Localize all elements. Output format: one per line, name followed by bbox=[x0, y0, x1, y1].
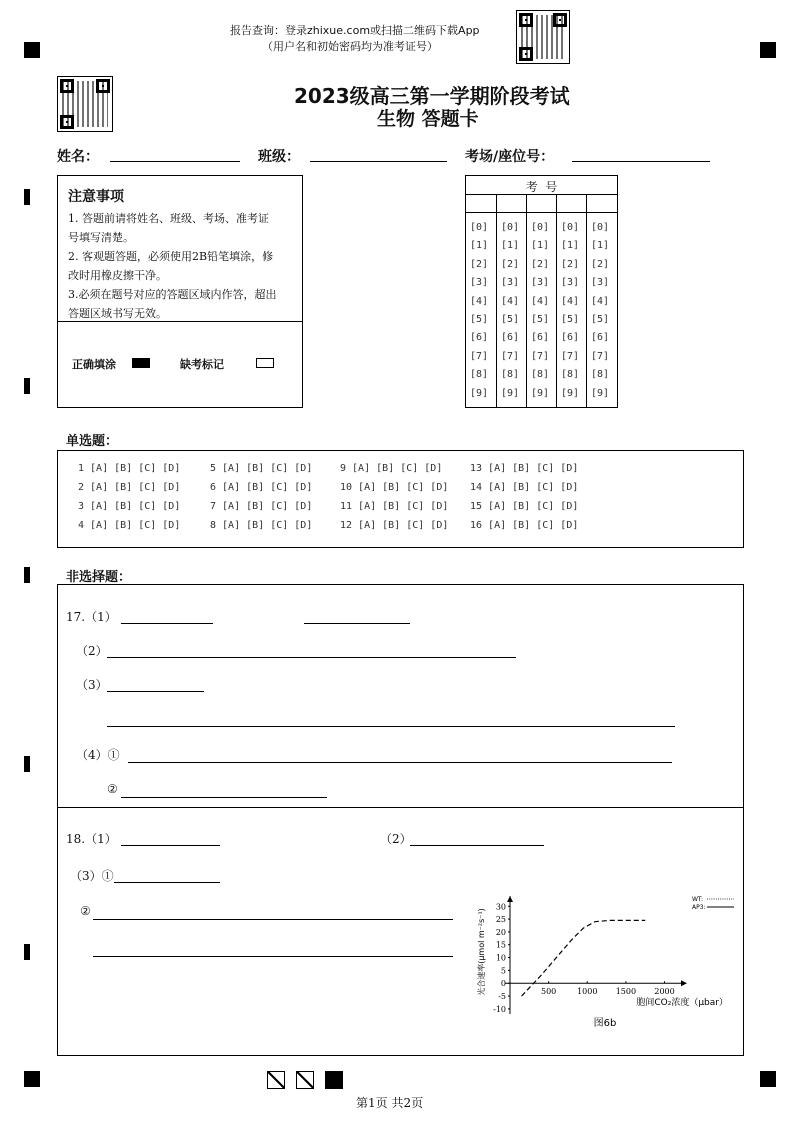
exam-digit-bubble[interactable]: [8] bbox=[591, 369, 610, 381]
report-query-note: （用户名和初始密码均为准考证号） bbox=[262, 40, 438, 53]
side-mark bbox=[24, 944, 30, 960]
class-label: 班级： bbox=[258, 149, 300, 165]
exam-digit-bubble[interactable]: [1] bbox=[501, 240, 520, 252]
exam-digit-bubble[interactable]: [0] bbox=[470, 222, 489, 233]
y-tick-label: 30 bbox=[495, 902, 506, 912]
choice-question-row[interactable]: 6 [A] [B] [C] [D] bbox=[210, 482, 313, 493]
choice-question-row[interactable]: 5 [A] [B] [C] [D] bbox=[210, 463, 313, 474]
x-axis-label: 胞间CO₂浓度（μbar） bbox=[636, 998, 728, 1009]
side-mark bbox=[24, 378, 30, 394]
q17-part1-label: 17.（1） bbox=[66, 610, 117, 624]
exam-digit-bubble[interactable]: [4] bbox=[470, 295, 489, 307]
q17-2-answer[interactable] bbox=[107, 657, 516, 658]
exam-digit-bubble[interactable]: [7] bbox=[561, 350, 580, 362]
exam-digit-bubble[interactable]: [2] bbox=[501, 258, 520, 270]
name-field[interactable] bbox=[110, 161, 240, 162]
q18-3-answer-2b[interactable] bbox=[93, 956, 453, 957]
series-line-ap3 bbox=[522, 920, 646, 996]
y-tick-label: -5 bbox=[498, 992, 506, 1002]
exam-digit-bubble[interactable]: [7] bbox=[591, 350, 610, 362]
q18-part1-label: 18.（1） bbox=[66, 832, 117, 846]
exam-digit-bubble[interactable]: [3] bbox=[591, 277, 610, 289]
page-type-mark bbox=[267, 1071, 285, 1089]
exam-digit-bubble[interactable]: [9] bbox=[561, 387, 580, 399]
exam-digit-bubble[interactable]: [2] bbox=[531, 258, 550, 270]
exam-digit-bubble[interactable]: [5] bbox=[561, 314, 580, 325]
exam-digit-bubble[interactable]: [2] bbox=[470, 258, 489, 270]
q17-3-answer-a[interactable] bbox=[107, 691, 204, 692]
exam-digit-bubble[interactable]: [4] bbox=[561, 295, 580, 307]
chart-caption: 图6b bbox=[593, 1018, 617, 1029]
notice-line: 答题区域书写无效。 bbox=[68, 307, 167, 320]
exam-digit-bubble[interactable]: [2] bbox=[591, 258, 610, 270]
exam-digit-bubble[interactable]: [9] bbox=[501, 387, 520, 399]
q18-part2-label: （2） bbox=[380, 832, 412, 846]
choice-question-row[interactable]: 11 [A] [B] [C] [D] bbox=[340, 501, 449, 512]
exam-digit-bubble[interactable]: [7] bbox=[501, 350, 520, 362]
exam-digit-bubble[interactable]: [1] bbox=[561, 240, 580, 252]
notice-line: 改时用橡皮擦干净。 bbox=[68, 269, 167, 282]
exam-digit-bubble[interactable]: [6] bbox=[591, 332, 610, 344]
exam-digit-bubble[interactable]: [1] bbox=[591, 240, 610, 252]
exam-digit-bubble[interactable]: [8] bbox=[561, 369, 580, 381]
q17-part4-label: （4）① bbox=[76, 748, 120, 762]
app-qr-code bbox=[516, 10, 570, 64]
exam-digit-bubble[interactable]: [0] bbox=[591, 222, 610, 233]
page-number: 第1页 共2页 bbox=[356, 1096, 424, 1110]
absent-mark-box[interactable] bbox=[256, 358, 274, 368]
exam-digit-bubble[interactable]: [3] bbox=[501, 277, 520, 289]
y-tick-label: 0 bbox=[500, 979, 506, 989]
room-seat-field[interactable] bbox=[572, 161, 710, 162]
q17-part2-label: （2） bbox=[76, 644, 108, 658]
side-mark bbox=[24, 567, 30, 583]
exam-digit-bubble[interactable]: [3] bbox=[561, 277, 580, 289]
exam-digit-bubble[interactable]: [5] bbox=[591, 314, 610, 325]
exam-digit-bubble[interactable]: [9] bbox=[531, 387, 550, 399]
single-choice-box bbox=[57, 450, 744, 548]
notice-line: 号填写清楚。 bbox=[68, 231, 134, 244]
choice-question-row[interactable]: 15 [A] [B] [C] [D] bbox=[470, 501, 579, 512]
choice-question-row[interactable]: 9 [A] [B] [C] [D] bbox=[340, 463, 443, 474]
notice-line: 3.必须在题号对应的答题区域内作答，超出 bbox=[68, 288, 277, 301]
class-field[interactable] bbox=[310, 161, 447, 162]
non-choice-label: 非选择题： bbox=[66, 570, 132, 585]
page-type-mark bbox=[296, 1071, 314, 1089]
legend-label-ap3: AP3: bbox=[692, 904, 706, 911]
y-tick-label: -10 bbox=[493, 1004, 506, 1014]
exam-digit-bubble[interactable]: [9] bbox=[591, 387, 610, 399]
q18-1-answer[interactable] bbox=[121, 845, 220, 846]
side-mark bbox=[24, 189, 30, 205]
exam-digit-bubble[interactable]: [4] bbox=[531, 295, 550, 307]
exam-digit-bubble[interactable]: [4] bbox=[501, 295, 520, 307]
exam-subtitle: 生物 答题卡 bbox=[377, 108, 479, 130]
side-mark bbox=[24, 756, 30, 772]
y-tick-label: 10 bbox=[495, 953, 506, 963]
y-tick-label: 15 bbox=[495, 940, 506, 950]
notice-box bbox=[57, 175, 303, 408]
exam-digit-bubble[interactable]: [7] bbox=[531, 350, 550, 362]
q18-3-answer-2a[interactable] bbox=[93, 919, 453, 920]
notice-line: 1. 答题前请将姓名、班级、考场、准考证 bbox=[68, 212, 269, 225]
choice-question-row[interactable]: 10 [A] [B] [C] [D] bbox=[340, 482, 449, 493]
exam-digit-bubble[interactable]: [7] bbox=[470, 350, 489, 362]
x-axis-arrow bbox=[681, 980, 687, 986]
corner-mark-bottom-left bbox=[24, 1071, 40, 1087]
q18-part3-label: （3）① bbox=[70, 869, 114, 883]
y-tick-label: 25 bbox=[495, 915, 506, 925]
card-qr-code bbox=[57, 76, 113, 132]
single-choice-label: 单选题： bbox=[66, 434, 119, 449]
exam-digit-bubble[interactable]: [6] bbox=[531, 332, 550, 344]
exam-number-header: 考 号 bbox=[525, 180, 558, 194]
exam-digit-bubble[interactable]: [8] bbox=[470, 369, 489, 381]
exam-digit-bubble[interactable]: [0] bbox=[531, 222, 550, 233]
exam-digit-bubble[interactable]: [6] bbox=[470, 332, 489, 344]
q17-part4-sub2-label: ② bbox=[107, 782, 118, 796]
y-axis-arrow bbox=[507, 896, 513, 902]
choice-question-row[interactable]: 8 [A] [B] [C] [D] bbox=[210, 520, 313, 531]
choice-question-row[interactable]: 16 [A] [B] [C] [D] bbox=[470, 520, 579, 531]
q17-3-answer-b[interactable] bbox=[107, 726, 675, 727]
x-tick-label: 1500 bbox=[615, 987, 637, 997]
q17-part3-label: （3） bbox=[76, 678, 108, 692]
exam-digit-bubble[interactable]: [8] bbox=[501, 369, 520, 381]
exam-digit-bubble[interactable]: [5] bbox=[531, 314, 550, 325]
choice-question-row[interactable]: 14 [A] [B] [C] [D] bbox=[470, 482, 579, 493]
exam-digit-bubble[interactable]: [3] bbox=[470, 277, 489, 289]
choice-question-row[interactable]: 2 [A] [B] [C] [D] bbox=[78, 482, 181, 493]
corner-mark-bottom-right bbox=[760, 1071, 776, 1087]
exam-digit-bubble[interactable]: [0] bbox=[561, 222, 580, 233]
x-tick-label: 2000 bbox=[654, 987, 675, 997]
page-type-mark bbox=[325, 1071, 343, 1089]
y-tick-label: 5 bbox=[500, 966, 506, 976]
corner-mark-top-right bbox=[760, 42, 776, 58]
choice-question-row[interactable]: 12 [A] [B] [C] [D] bbox=[340, 520, 449, 531]
exam-title: 2023级高三第一学期阶段考试 bbox=[294, 84, 570, 108]
q17-1-answer-a[interactable] bbox=[121, 623, 213, 624]
q17-4-answer-2[interactable] bbox=[121, 797, 327, 798]
exam-digit-bubble[interactable]: [5] bbox=[501, 314, 520, 325]
exam-digit-bubble[interactable]: [2] bbox=[561, 258, 580, 270]
exam-digit-bubble[interactable]: [6] bbox=[501, 332, 520, 344]
x-tick-label: 1000 bbox=[577, 987, 598, 997]
exam-digit-bubble[interactable]: [3] bbox=[531, 277, 550, 289]
q18-3-answer-1[interactable] bbox=[114, 882, 220, 883]
choice-question-row[interactable]: 3 [A] [B] [C] [D] bbox=[78, 501, 181, 512]
choice-question-row[interactable]: 7 [A] [B] [C] [D] bbox=[210, 501, 313, 512]
exam-digit-bubble[interactable]: [1] bbox=[531, 240, 550, 252]
notice-line: 2. 客观题答题，必须使用2B铅笔填涂，修 bbox=[68, 250, 274, 263]
absent-mark-label: 缺考标记 bbox=[180, 358, 224, 371]
corner-mark-top-left bbox=[24, 42, 40, 58]
exam-digit-bubble[interactable]: [6] bbox=[561, 332, 580, 344]
photosynthesis-chart bbox=[470, 888, 740, 1038]
choice-question-row[interactable]: 1 [A] [B] [C] [D] bbox=[78, 463, 181, 474]
q17-4-answer-1[interactable] bbox=[128, 762, 672, 763]
q17-1-answer-b[interactable] bbox=[304, 623, 410, 624]
room-seat-label: 考场/座位号： bbox=[465, 149, 555, 165]
correct-fill-sample bbox=[132, 358, 150, 368]
choice-question-row[interactable]: 13 [A] [B] [C] [D] bbox=[470, 463, 579, 474]
q18-part3-sub2-label: ② bbox=[80, 904, 91, 918]
exam-digit-bubble[interactable]: [8] bbox=[531, 369, 550, 381]
exam-digit-bubble[interactable]: [0] bbox=[501, 222, 520, 233]
legend-label-wt: WT: bbox=[692, 896, 703, 903]
choice-question-row[interactable]: 4 [A] [B] [C] [D] bbox=[78, 520, 181, 531]
report-query-line: 报告查询：登录zhixue.com或扫描二维码下载App bbox=[230, 24, 480, 37]
exam-digit-bubble[interactable]: [9] bbox=[470, 387, 489, 399]
x-tick-label: 500 bbox=[540, 987, 557, 997]
name-label: 姓名： bbox=[57, 149, 99, 165]
exam-number-grid bbox=[465, 175, 618, 408]
y-axis-label: 光合速率(μmol m⁻²s⁻¹) bbox=[477, 908, 486, 996]
exam-digit-bubble[interactable]: [4] bbox=[591, 295, 610, 307]
exam-digit-bubble[interactable]: [5] bbox=[470, 314, 489, 325]
exam-digit-bubble[interactable]: [1] bbox=[470, 240, 489, 252]
notice-heading: 注意事项 bbox=[68, 189, 124, 205]
q18-2-answer[interactable] bbox=[410, 845, 544, 846]
correct-fill-label: 正确填涂 bbox=[72, 358, 116, 371]
y-tick-label: 20 bbox=[495, 927, 506, 937]
